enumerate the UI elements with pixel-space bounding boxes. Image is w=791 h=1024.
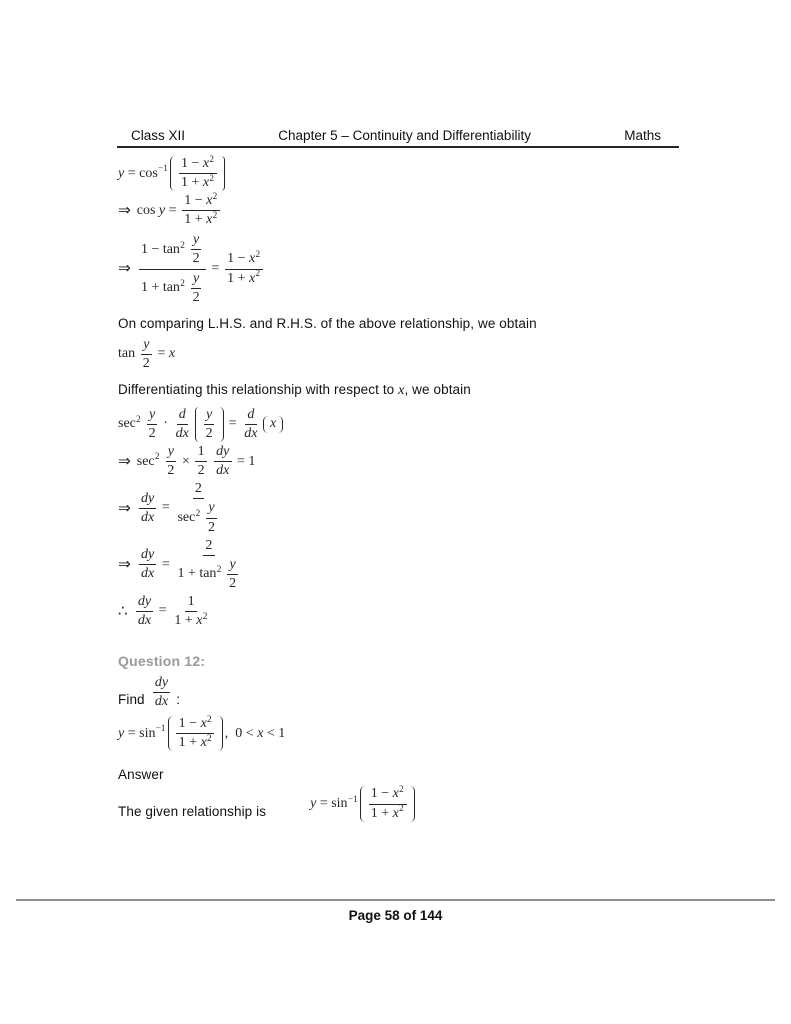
find-row bbox=[118, 675, 731, 710]
math-denominator bbox=[227, 575, 238, 592]
math-fraction bbox=[175, 481, 221, 535]
math-superscript: 2 bbox=[255, 249, 261, 260]
equation-sec-chain-rule bbox=[118, 444, 731, 479]
equation-given-relationship bbox=[310, 786, 417, 821]
header-class-label: Class XII bbox=[131, 128, 186, 143]
math-superscript: 2 bbox=[209, 153, 214, 164]
math-fraction bbox=[173, 407, 191, 442]
math-fraction bbox=[242, 407, 260, 442]
math-numerator bbox=[191, 271, 202, 289]
math-variable: dy bbox=[154, 675, 169, 691]
equation-cos-y bbox=[118, 190, 731, 228]
math-variable: dy bbox=[140, 490, 155, 506]
math-variable: x bbox=[168, 346, 176, 362]
math-variable: dy bbox=[140, 547, 155, 563]
math-text: 2 bbox=[208, 519, 216, 535]
math-row bbox=[178, 713, 213, 732]
math-row bbox=[184, 209, 218, 228]
header-subject-label: Maths bbox=[624, 128, 661, 143]
math-paren-group bbox=[195, 407, 224, 442]
math-text: sec bbox=[136, 453, 155, 469]
math-fraction bbox=[139, 547, 157, 582]
math-numerator bbox=[166, 444, 177, 462]
given-relationship-row bbox=[118, 786, 731, 821]
math-text: 1 + bbox=[174, 612, 197, 628]
equation-half-angle-identity bbox=[118, 232, 731, 305]
math-variable: x bbox=[392, 805, 399, 821]
inline-variable-x: x bbox=[398, 382, 405, 398]
math-text: = bbox=[153, 346, 169, 362]
math-superscript: 2 bbox=[195, 507, 201, 518]
math-superscript: 2 bbox=[180, 239, 185, 250]
answer-label: Answer bbox=[118, 767, 164, 783]
math-text: = bbox=[158, 556, 174, 572]
math-operator-symbol: ⇒ bbox=[118, 200, 131, 219]
math-text: = bbox=[158, 500, 174, 516]
math-denominator bbox=[153, 693, 171, 710]
math-numerator bbox=[185, 594, 196, 612]
paren-content bbox=[270, 416, 276, 432]
math-row bbox=[177, 557, 240, 592]
math-text: = bbox=[225, 416, 241, 432]
math-fraction bbox=[195, 444, 206, 479]
math-variable: x bbox=[206, 212, 213, 228]
given-relationship-text: The given relationship is bbox=[118, 803, 267, 819]
math-superscript: 2 bbox=[399, 803, 404, 814]
math-superscript: 2 bbox=[212, 209, 218, 220]
math-variable: y bbox=[193, 232, 200, 248]
paragraph-differentiating-post: , we obtain bbox=[404, 381, 471, 397]
paren-content bbox=[177, 153, 219, 191]
math-fraction bbox=[139, 491, 157, 526]
math-text: 1 − bbox=[227, 251, 250, 267]
math-row bbox=[118, 481, 223, 535]
math-numerator bbox=[191, 232, 202, 250]
math-numerator bbox=[177, 407, 188, 425]
math-text: = sin bbox=[316, 795, 348, 811]
math-paren-group bbox=[360, 786, 415, 821]
header-chapter-title: Chapter 5 – Continuity and Differentiability bbox=[278, 128, 531, 143]
math-superscript: 2 bbox=[154, 451, 160, 462]
math-variable: dx bbox=[140, 566, 155, 582]
math-variable: y bbox=[208, 500, 215, 516]
math-fraction bbox=[172, 594, 210, 629]
math-fraction bbox=[227, 557, 238, 592]
math-operator-symbol: ⇒ bbox=[118, 259, 131, 278]
math-superscript: 2 bbox=[202, 610, 208, 621]
math-variable: y bbox=[118, 725, 125, 741]
math-text: 1 bbox=[187, 593, 195, 609]
math-text: 2 bbox=[197, 463, 205, 479]
math-variable: dx bbox=[175, 426, 189, 442]
math-denominator bbox=[190, 289, 201, 306]
right-paren-icon bbox=[221, 156, 226, 191]
math-fraction bbox=[214, 444, 232, 479]
math-text: 1 + bbox=[178, 735, 201, 751]
paragraph-comparing: On comparing L.H.S. and R.H.S. of the above relationship, we obtain bbox=[118, 315, 537, 331]
math-denominator bbox=[176, 734, 214, 751]
math-fraction bbox=[190, 271, 201, 306]
math-denominator bbox=[139, 565, 157, 582]
math-variable: x bbox=[257, 725, 264, 741]
math-denominator bbox=[173, 425, 191, 442]
math-row bbox=[180, 153, 215, 172]
right-paren-icon bbox=[218, 716, 223, 751]
math-text: 1 + bbox=[184, 212, 207, 228]
math-variable: dy bbox=[137, 593, 152, 609]
math-text: 1 + tan bbox=[140, 280, 180, 296]
math-text: 1 − bbox=[184, 193, 207, 209]
math-text: 1 bbox=[197, 444, 205, 460]
math-numerator bbox=[203, 538, 214, 556]
math-fraction bbox=[179, 153, 217, 191]
math-text: 1 + tan bbox=[177, 566, 217, 582]
math-text: 1 + bbox=[180, 175, 203, 191]
math-numerator bbox=[206, 500, 217, 518]
math-row bbox=[227, 251, 261, 267]
math-denominator bbox=[242, 425, 260, 442]
math-superscript: 2 bbox=[180, 277, 185, 288]
math-variable: y bbox=[167, 444, 174, 460]
page-footer bbox=[16, 899, 775, 925]
math-fraction bbox=[165, 444, 176, 479]
math-variable: dx bbox=[244, 426, 258, 442]
math-row bbox=[370, 803, 405, 822]
math-text: · bbox=[159, 416, 172, 432]
math-numerator bbox=[227, 557, 238, 575]
math-text: = 1 bbox=[233, 453, 256, 469]
paragraph-differentiating-pre: Differentiating this relationship with respect to bbox=[118, 381, 399, 397]
math-variable: y bbox=[193, 270, 200, 286]
equation-y-cos-inverse bbox=[118, 153, 731, 191]
math-variable: x bbox=[249, 270, 256, 286]
math-numerator bbox=[176, 713, 214, 734]
paren-content bbox=[174, 713, 216, 751]
paragraph-differentiating bbox=[118, 382, 731, 399]
math-text: sec bbox=[177, 509, 196, 525]
math-paren-group bbox=[263, 416, 283, 432]
math-denominator bbox=[165, 462, 176, 479]
math-text: = sin bbox=[124, 725, 156, 741]
math-variable: x bbox=[206, 193, 213, 209]
math-denominator bbox=[139, 509, 157, 526]
math-fraction bbox=[203, 407, 214, 442]
math-paren-group bbox=[168, 713, 223, 751]
math-paren-group bbox=[170, 153, 225, 191]
math-variable: x bbox=[200, 716, 207, 732]
math-fraction bbox=[206, 500, 217, 535]
math-text: 1 − bbox=[178, 716, 201, 732]
math-numerator bbox=[139, 491, 157, 509]
math-variable: dx bbox=[137, 612, 152, 628]
math-superscript: 2 bbox=[209, 172, 214, 183]
math-row bbox=[180, 172, 215, 191]
math-denominator bbox=[139, 270, 206, 306]
math-variable: y bbox=[206, 406, 213, 422]
math-fraction bbox=[175, 538, 242, 592]
math-row bbox=[141, 232, 204, 267]
math-row bbox=[118, 713, 286, 751]
math-row bbox=[118, 444, 255, 479]
math-fraction bbox=[182, 190, 220, 228]
math-superscript: 2 bbox=[207, 733, 212, 743]
math-denominator bbox=[172, 612, 210, 629]
math-row bbox=[174, 610, 208, 629]
math-variable: y bbox=[158, 202, 166, 218]
math-row bbox=[118, 232, 265, 305]
paren-content bbox=[367, 786, 409, 821]
page-number-label: Page 58 of 144 bbox=[348, 908, 443, 923]
math-row bbox=[371, 786, 405, 802]
math-variable: x bbox=[202, 175, 210, 191]
left-paren-icon bbox=[360, 786, 365, 821]
math-superscript: −1 bbox=[347, 793, 358, 804]
math-fraction bbox=[136, 594, 154, 629]
math-text: 2 bbox=[167, 463, 175, 479]
math-numerator bbox=[179, 153, 217, 174]
math-numerator bbox=[147, 407, 158, 425]
math-fraction bbox=[176, 713, 214, 751]
math-row bbox=[118, 594, 212, 629]
math-superscript: 2 bbox=[207, 713, 212, 724]
math-text: 1 − tan bbox=[140, 241, 180, 257]
math-denominator bbox=[195, 462, 206, 479]
math-variable: dx bbox=[154, 694, 169, 710]
math-text: 2 bbox=[192, 251, 200, 267]
math-numerator bbox=[141, 337, 152, 355]
math-numerator bbox=[139, 547, 157, 565]
math-text: 1 − bbox=[180, 156, 203, 171]
math-fraction bbox=[153, 675, 171, 710]
math-numerator bbox=[369, 786, 407, 804]
math-variable: x bbox=[270, 416, 277, 432]
math-variable: y bbox=[148, 406, 156, 422]
math-operator-symbol: ⇒ bbox=[118, 554, 131, 573]
math-denominator bbox=[225, 270, 263, 287]
math-text: = bbox=[208, 261, 223, 277]
math-denominator bbox=[175, 556, 242, 592]
math-text: 2 bbox=[229, 575, 237, 591]
math-variable: y bbox=[310, 795, 317, 811]
math-fraction bbox=[139, 232, 206, 305]
left-paren-icon bbox=[195, 407, 200, 442]
math-superscript: 2 bbox=[255, 268, 261, 279]
find-label: Find bbox=[118, 692, 145, 708]
math-text: sec bbox=[118, 416, 136, 432]
math-superscript: −1 bbox=[158, 163, 168, 174]
math-denominator bbox=[214, 462, 232, 479]
math-superscript: −1 bbox=[155, 723, 166, 734]
math-operator-symbol: ⇒ bbox=[118, 498, 131, 517]
right-paren-icon bbox=[278, 416, 283, 432]
math-numerator bbox=[204, 407, 215, 425]
math-variable: dx bbox=[140, 509, 155, 525]
right-paren-icon bbox=[410, 786, 415, 821]
math-row bbox=[141, 271, 204, 306]
math-denominator bbox=[136, 612, 154, 629]
math-variable: d bbox=[178, 406, 186, 422]
math-text: tan bbox=[118, 346, 139, 362]
math-variable: x bbox=[202, 156, 210, 171]
math-text: × bbox=[178, 453, 194, 469]
math-row bbox=[118, 337, 175, 372]
math-variable: d bbox=[247, 406, 255, 422]
math-variable: x bbox=[249, 251, 256, 267]
math-superscript: 2 bbox=[212, 190, 218, 201]
math-row bbox=[118, 538, 245, 592]
math-text: , 0 < bbox=[224, 725, 258, 741]
math-denominator bbox=[206, 519, 217, 536]
math-superscript: 2 bbox=[399, 784, 404, 795]
math-denominator bbox=[141, 355, 152, 372]
math-superscript: 2 bbox=[136, 414, 141, 425]
math-text: 1 − bbox=[370, 786, 393, 802]
question-heading: Question 12: bbox=[118, 653, 206, 670]
find-colon: : bbox=[176, 692, 181, 708]
math-operator-symbol: ∴ bbox=[118, 601, 128, 620]
math-text: 2 bbox=[192, 289, 200, 305]
equation-find-dydx bbox=[151, 675, 173, 710]
math-operator-symbol: ⇒ bbox=[118, 451, 131, 470]
paren-content bbox=[201, 407, 216, 442]
page-header bbox=[117, 128, 679, 148]
math-fraction bbox=[141, 337, 152, 372]
math-text: 2 bbox=[205, 537, 213, 553]
math-numerator bbox=[139, 232, 206, 269]
math-text: = bbox=[165, 202, 181, 218]
math-row bbox=[177, 500, 219, 535]
math-variable: x bbox=[196, 612, 203, 628]
math-fraction bbox=[190, 232, 201, 267]
math-text: 1 + bbox=[227, 270, 250, 286]
equation-dydx-over-sec bbox=[118, 481, 731, 535]
math-numerator bbox=[136, 594, 154, 612]
math-variable: y bbox=[118, 165, 125, 181]
math-text: 1 + bbox=[370, 805, 393, 821]
math-numerator bbox=[153, 675, 171, 693]
right-paren-icon bbox=[219, 407, 224, 442]
left-paren-icon bbox=[263, 416, 268, 432]
math-numerator bbox=[225, 251, 263, 269]
math-text: 2 bbox=[148, 426, 156, 442]
math-numerator bbox=[195, 444, 206, 462]
math-denominator bbox=[203, 425, 214, 442]
math-fraction bbox=[225, 251, 263, 286]
math-denominator bbox=[175, 499, 221, 535]
math-text: < 1 bbox=[263, 725, 286, 741]
math-numerator bbox=[182, 190, 220, 211]
math-row bbox=[118, 153, 227, 191]
math-fraction bbox=[369, 786, 407, 821]
math-denominator bbox=[190, 250, 201, 267]
page-content bbox=[118, 150, 731, 822]
math-row bbox=[184, 190, 218, 209]
math-numerator bbox=[214, 444, 232, 462]
math-text: = bbox=[155, 603, 171, 619]
math-denominator bbox=[146, 425, 157, 442]
math-numerator bbox=[245, 407, 256, 425]
math-variable: x bbox=[392, 786, 399, 802]
math-variable: dx bbox=[216, 463, 230, 479]
math-row bbox=[118, 190, 222, 228]
math-text: 2 bbox=[194, 481, 202, 497]
math-text: 2 bbox=[142, 355, 150, 371]
math-numerator bbox=[193, 481, 204, 499]
equation-dydx-over-tan bbox=[118, 538, 731, 592]
math-row bbox=[227, 268, 261, 287]
math-denominator bbox=[369, 805, 407, 822]
math-text: cos bbox=[136, 202, 159, 218]
math-row bbox=[118, 407, 285, 442]
math-denominator bbox=[179, 174, 217, 191]
math-denominator bbox=[182, 211, 220, 228]
math-row bbox=[310, 786, 417, 821]
left-paren-icon bbox=[170, 156, 175, 191]
math-row bbox=[179, 735, 213, 751]
equation-sec-derivative bbox=[118, 407, 731, 442]
left-paren-icon bbox=[168, 716, 173, 751]
equation-final-result bbox=[118, 594, 731, 629]
math-superscript: 2 bbox=[216, 563, 222, 574]
math-fraction bbox=[146, 407, 157, 442]
equation-tan-half-equals-x bbox=[118, 337, 731, 372]
math-variable: y bbox=[143, 336, 150, 352]
math-text: = cos bbox=[124, 165, 158, 181]
math-variable: y bbox=[229, 556, 236, 572]
math-variable: dy bbox=[216, 444, 230, 460]
math-variable: x bbox=[200, 735, 207, 751]
equation-question-12 bbox=[118, 713, 731, 751]
math-text: 2 bbox=[205, 426, 213, 442]
